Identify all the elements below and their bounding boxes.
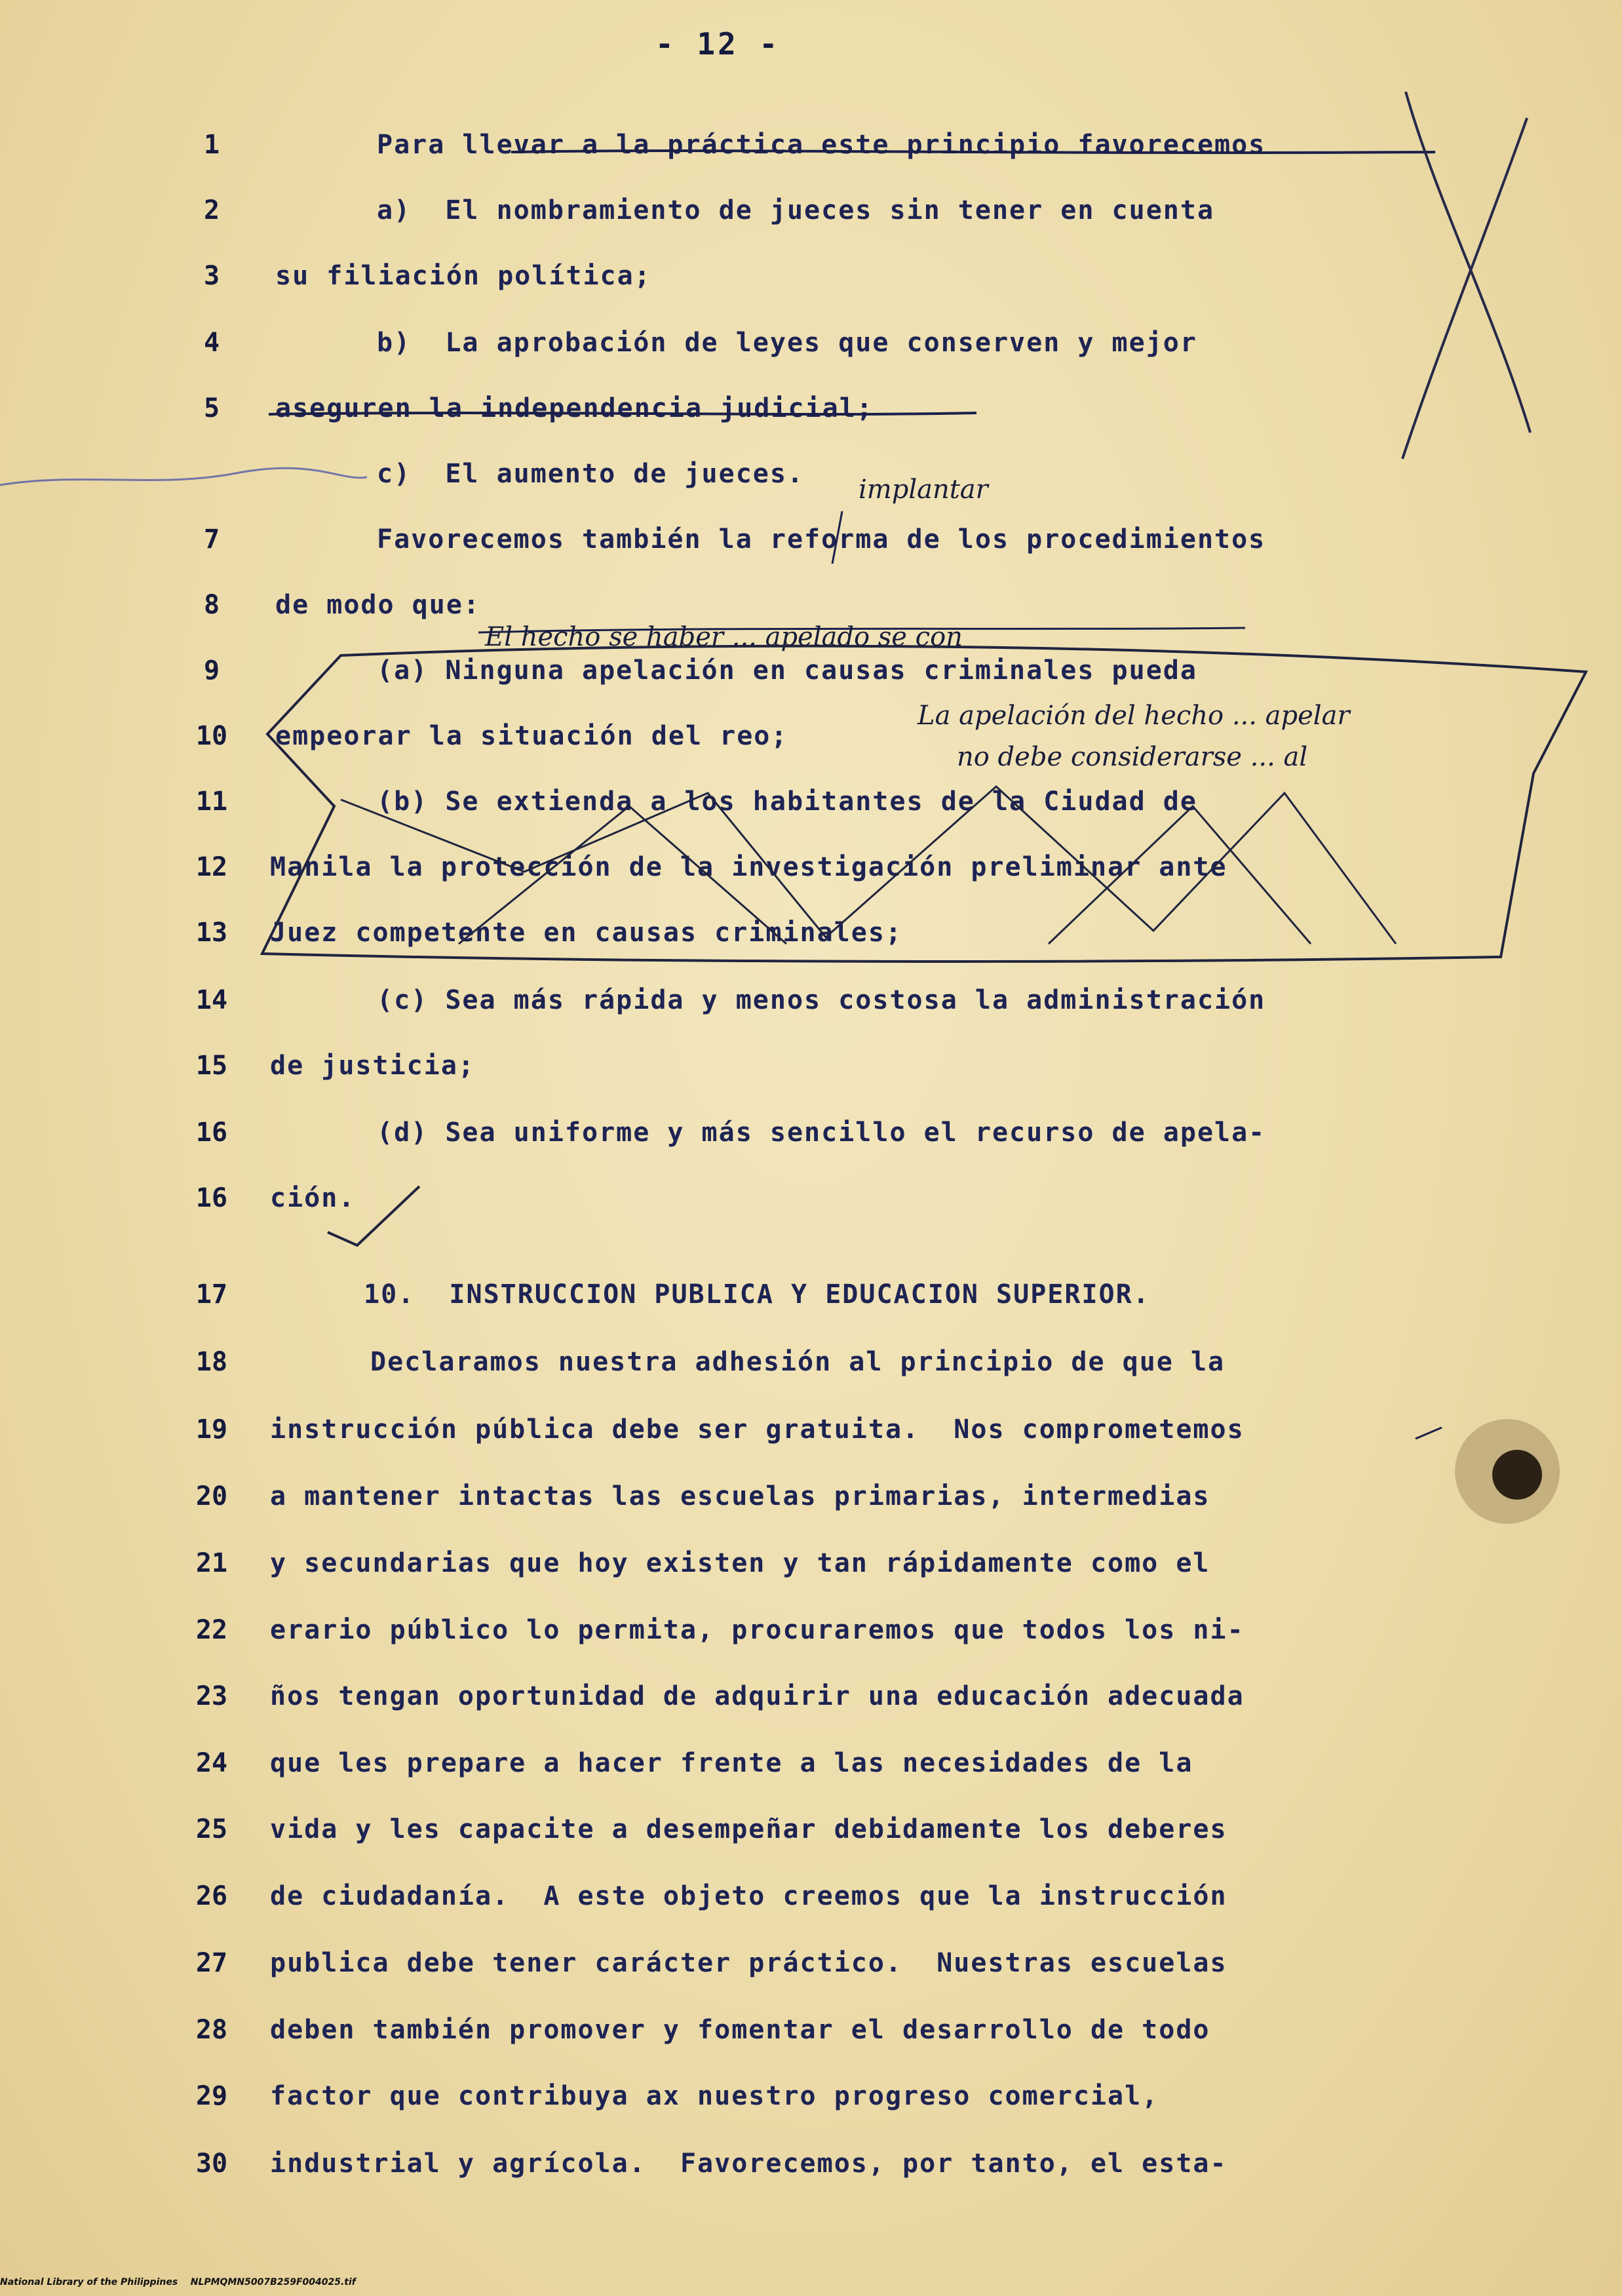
- line-number: 29: [195, 2081, 228, 2111]
- deletion-box: [262, 646, 1586, 962]
- ink-stain-core: [1492, 1450, 1542, 1500]
- strike-through-line-1: [511, 151, 1435, 153]
- margin-cross-mark: [1402, 92, 1530, 459]
- deletion-zigzag: [341, 787, 1396, 944]
- line-number: 23: [195, 1681, 228, 1711]
- typed-line: Para llevar a la práctica este principio favorecemos: [377, 130, 1266, 160]
- typed-line: publica debe tener carácter práctico. Nuestras escuelas: [270, 1948, 1227, 1978]
- typed-line: Manila la protección de la investigación preliminar ante: [270, 852, 1227, 882]
- line-number: 14: [195, 985, 228, 1015]
- typed-line: a mantener intactas las escuelas primarias, intermedias: [270, 1481, 1210, 1511]
- typed-line: su filiación política;: [275, 261, 651, 291]
- line-number: 12: [195, 852, 228, 882]
- typed-line: b) La aprobación de leyes que conserven y mejor: [377, 328, 1197, 358]
- line-number: 20: [195, 1481, 228, 1511]
- line-number: 27: [195, 1948, 228, 1978]
- line-number: 21: [195, 1548, 228, 1578]
- line-number: 24: [195, 1748, 228, 1778]
- typed-line: que les prepare a hacer frente a las necesidades de la: [270, 1748, 1193, 1778]
- line-number: 13: [195, 918, 228, 948]
- strike-through-line-5: [269, 413, 976, 414]
- line-number: 15: [195, 1051, 228, 1081]
- typed-line: Declaramos nuestra adhesión al principio de que la: [370, 1347, 1226, 1377]
- line-number: 16: [195, 1118, 228, 1148]
- line-number: 3: [203, 261, 220, 291]
- line-number: 17: [195, 1279, 228, 1310]
- typed-line: aseguren la independencia judicial;: [275, 393, 874, 423]
- typed-line: instrucción pública debe ser gratuita. Nos comprometemos: [270, 1414, 1245, 1445]
- typed-line: ños tengan oportunidad de adquirir una educación adecuada: [270, 1681, 1245, 1711]
- handwritten-margin-note-1: La apelación del hecho ... apelar: [917, 701, 1350, 731]
- typed-line: Juez competente en causas criminales;: [270, 918, 903, 948]
- typed-line: de modo que:: [275, 590, 480, 620]
- page-number: - 12 -: [655, 26, 781, 62]
- typed-line: c) El aumento de jueces.: [377, 459, 805, 489]
- typed-line: y secundarias que hoy existen y tan rápidamente como el: [270, 1548, 1210, 1578]
- line-number: 18: [195, 1347, 228, 1377]
- line-number: 16: [195, 1183, 228, 1213]
- typed-line: erario público lo permita, procuraremos que todos los ni-: [270, 1615, 1245, 1645]
- line-number: 28: [195, 2015, 228, 2045]
- line-number: 2: [203, 195, 220, 225]
- typed-line: deben también promover y fomentar el desarrollo de todo: [270, 2015, 1210, 2045]
- typed-line: de ciudadanía. A este objeto creemos que la instrucción: [270, 1881, 1227, 1911]
- line-number: 30: [195, 2149, 228, 2179]
- check-mark: [328, 1186, 419, 1245]
- typed-line: (d) Sea uniforme y más sencillo el recurso de apela-: [377, 1118, 1266, 1148]
- typed-line: empeorar la situación del reo;: [275, 721, 788, 751]
- typed-line: (a) Ninguna apelación en causas criminales pueda: [377, 655, 1197, 686]
- typed-line: de justicia;: [270, 1051, 475, 1081]
- line-number: 5: [203, 393, 220, 423]
- line-number: 4: [203, 328, 220, 358]
- insertion-caret: [832, 511, 842, 564]
- typed-line: factor que contribuya ax nuestro progreso comercial,: [270, 2081, 1159, 2111]
- typed-line: (c) Sea más rápida y menos costosa la administración: [377, 985, 1266, 1015]
- line-number: 26: [195, 1881, 228, 1911]
- typed-line: ción.: [270, 1183, 356, 1213]
- line-number: 25: [195, 1814, 228, 1844]
- strike-through-line-19: [1416, 1428, 1442, 1439]
- deletion-zigzag-2: [459, 806, 1311, 944]
- typed-line: Favorecemos también la reforma de los procedimientos: [377, 524, 1266, 555]
- line-number: 19: [195, 1414, 228, 1445]
- typed-line: a) El nombramiento de jueces sin tener en cuenta: [377, 195, 1215, 225]
- margin-wavy-line: [0, 468, 367, 485]
- line-number: 7: [203, 524, 220, 555]
- line-number: 1: [203, 130, 220, 160]
- handwritten-insert-2: El hecho se haber ... apelado se con: [485, 622, 963, 652]
- line-number: 22: [195, 1615, 228, 1645]
- typed-line: (b) Se extienda a los habitantes de la Ciudad de: [377, 787, 1197, 817]
- line-number: 9: [203, 655, 220, 686]
- typed-line: vida y les capacite a desempeñar debidamente los deberes: [270, 1814, 1227, 1844]
- line-number: 8: [203, 590, 220, 620]
- line-number: 10: [195, 721, 228, 751]
- footer-credit: National Library of the Philippines NLPMQMN5007B259F004025.tif: [0, 2277, 356, 2287]
- section-heading: 10. INSTRUCCION PUBLICA Y EDUCACION SUPERIOR.: [364, 1279, 1150, 1310]
- typed-line: industrial y agrícola. Favorecemos, por tanto, el esta-: [270, 2149, 1227, 2179]
- line-number: 11: [195, 787, 228, 817]
- handwritten-margin-note-2: no debe considerarse ... al: [957, 742, 1308, 772]
- handwritten-insert-1: implantar: [859, 475, 988, 505]
